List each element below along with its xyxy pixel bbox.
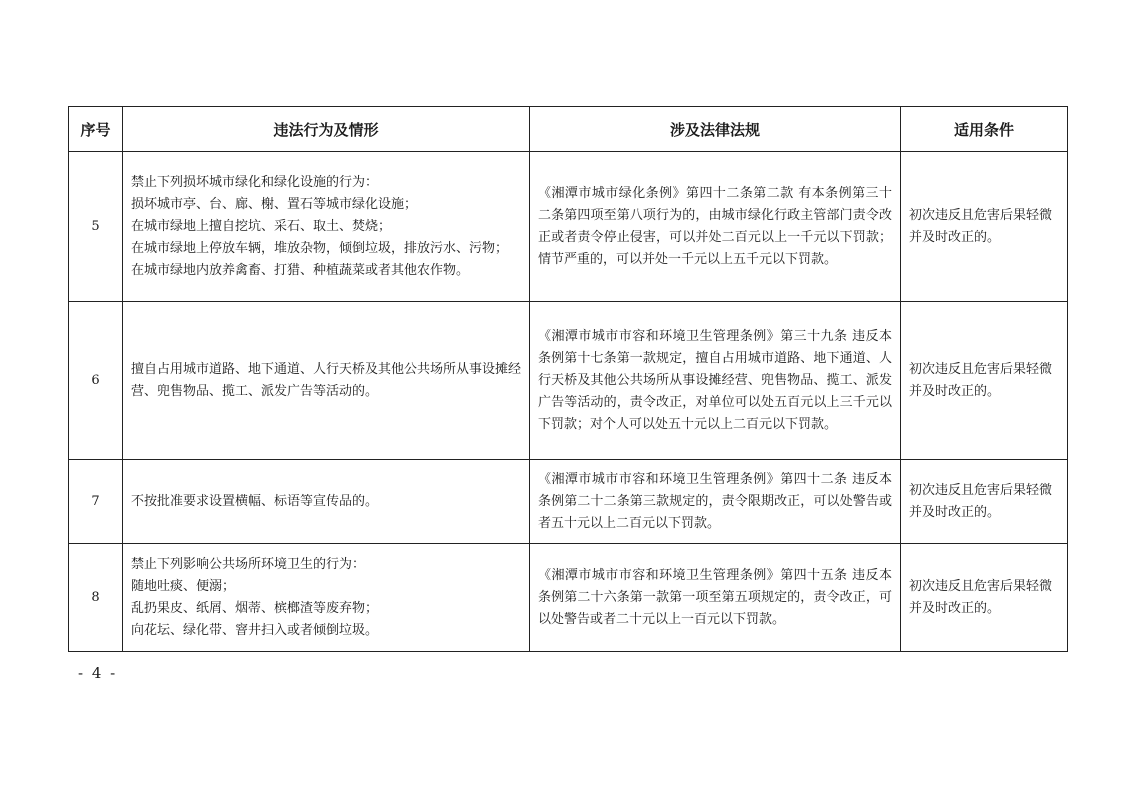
violation-cell [123, 302, 530, 460]
violation-line: 在城市绿地内放养禽畜、打猎、种植蔬菜或者其他农作物。 [131, 262, 470, 278]
violation-cell [123, 460, 530, 544]
condition-cell: 初次违反且危害后果轻微并及时改正的。 [901, 152, 1068, 302]
table-header-row [69, 107, 1068, 152]
violation-cell [123, 152, 530, 302]
law-cell: 《湘潭市城市市容和环境卫生管理条例》第四十五条 违反本条例第二十六条第一款第一项至第五项规定的，责令改正，可以处警告或者二十元以上一百元以下罚款。 [530, 544, 901, 652]
regulation-table [68, 106, 1068, 652]
violation-line: 擅自占用城市道路、地下通道、人行天桥及其他公共场所从事设摊经营、兜售物品、揽工、派发广告等活动的。 [131, 361, 522, 399]
violation-line: 向花坛、绿化带、窨井扫入或者倾倒垃圾。 [131, 622, 379, 638]
condition-cell: 初次违反且危害后果轻微并及时改正的。 [901, 302, 1068, 460]
law-cell: 《湘潭市城市绿化条例》第四十二条第二款 有本条例第三十二条第四项至第八项行为的，由城市绿化行政主管部门责令改正或者责令停止侵害，可以并处二百元以上一千元以下罚款；情节严重的，可以并处一千元以上五千元以下罚款。 [530, 152, 901, 302]
violation-line: 在城市绿地上擅自挖坑、采石、取土、焚烧； [131, 218, 392, 234]
table-row [69, 460, 1068, 544]
table-row [69, 302, 1068, 460]
violation-line: 禁止下列影响公共场所环境卫生的行为： [131, 556, 366, 572]
law-cell: 《湘潭市城市市容和环境卫生管理条例》第四十二条 违反本条例第二十二条第三款规定的，责令限期改正，可以处警告或者五十元以上二百元以下罚款。 [530, 460, 901, 544]
row-number: 8 [69, 544, 123, 652]
table-row [69, 152, 1068, 302]
row-number: 5 [69, 152, 123, 302]
condition-cell: 初次违反且危害后果轻微并及时改正的。 [901, 544, 1068, 652]
violation-line: 禁止下列损坏城市绿化和绿化设施的行为： [131, 174, 379, 190]
condition-cell: 初次违反且危害后果轻微并及时改正的。 [901, 460, 1068, 544]
row-number: 6 [69, 302, 123, 460]
law-cell: 《湘潭市城市市容和环境卫生管理条例》第三十九条 违反本条例第十七条第一款规定，擅自占用城市道路、地下通道、人行天桥及其他公共场所从事设摊经营、兜售物品、揽工、派发广告等活动的，责令改正，对单位可以处五百元以上三千元以下罚款；对个人可以处五十元以上二百元以下罚款。 [530, 302, 901, 460]
violation-line: 随地吐痰、便溺； [131, 578, 236, 594]
violation-line: 在城市绿地上停放车辆，堆放杂物，倾倒垃圾，排放污水、污物； [131, 240, 509, 256]
violation-line: 不按批准要求设置横幅、标语等宣传品的。 [131, 493, 379, 509]
violation-line: 损坏城市亭、台、廊、榭、置石等城市绿化设施； [131, 196, 418, 212]
violation-cell [123, 544, 530, 652]
header-violation: 违法行为及情形 [123, 107, 530, 152]
page-number: - 4 - [78, 664, 118, 682]
violation-line: 乱扔果皮、纸屑、烟蒂、槟榔渣等废弃物； [131, 600, 379, 616]
row-number: 7 [69, 460, 123, 544]
header-condition: 适用条件 [901, 107, 1068, 152]
header-law: 涉及法律法规 [530, 107, 901, 152]
table-row [69, 544, 1068, 652]
header-no: 序号 [69, 107, 123, 152]
